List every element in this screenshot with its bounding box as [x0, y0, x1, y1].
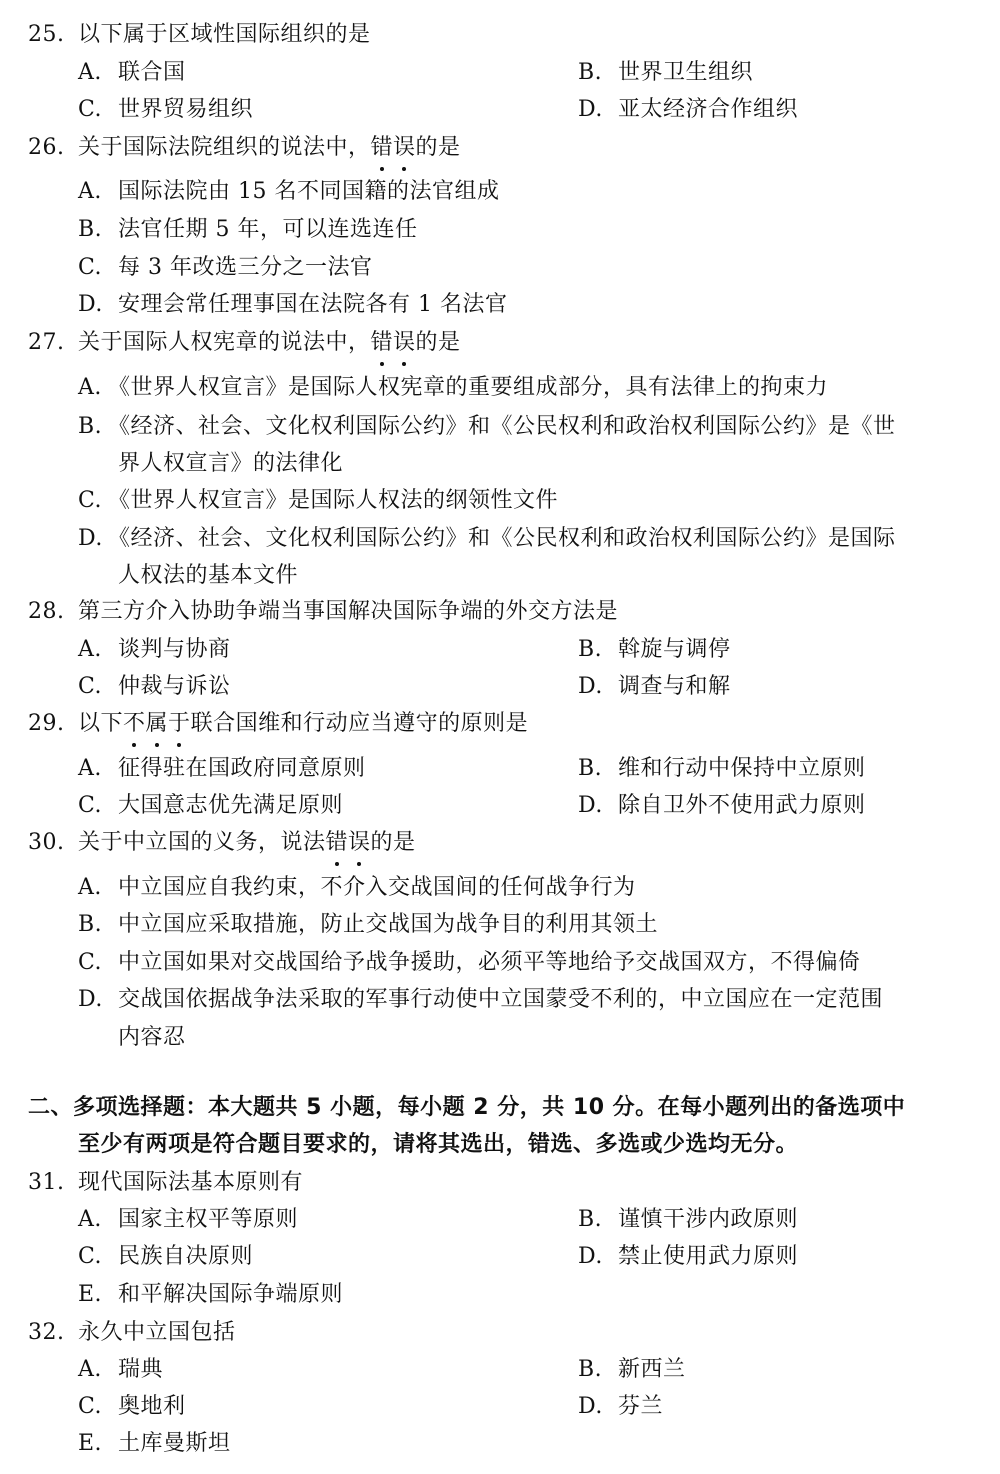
question-26-option-a: A. 国际法院由 15 名不同国籍的法官组成 — [78, 179, 500, 204]
question-25-stem — [28, 20, 371, 50]
question-31-stem: 31. 现代国际法基本原则有 — [28, 1170, 304, 1195]
question-27-option-b-continued: 界人权宣言》的法律化 — [118, 451, 344, 476]
question-27-option-a: A. 《世界人权宣言》是国际人权宪章的重要组成部分，具有法律上的拘束力 — [78, 375, 829, 400]
emphasis-mark: 错 — [371, 133, 394, 163]
question-30-option-c: C. 中立国如果对交战国给予战争援助，必须平等地给予交战国双方，不得偏倚 — [78, 950, 861, 975]
emphasis-mark: 不 — [123, 709, 146, 739]
question-text: 以下属于区域性国际组织的是 — [78, 22, 371, 47]
section-2-heading: 二、多项选择题：本大题共 5 小题，每小题 2 分，共 10 分。在每小题列出的备选项中 — [28, 1095, 906, 1120]
question-26-option-c: C. 每 3 年改选三分之一法官 — [78, 255, 373, 280]
question-30-option-b: B. 中立国应采取措施，防止交战国为战争目的利用其领土 — [78, 912, 659, 937]
question-29-option-a: A. 征得驻在国政府同意原则 — [78, 756, 366, 781]
question-31-option-d: D. 禁止使用武力原则 — [578, 1244, 799, 1269]
question-29-option-d: D. 除自卫外不使用武力原则 — [578, 793, 866, 818]
question-27-option-d: D. 《经济、社会、文化权利国际公约》和《公民权利和政治权利国际公约》是国际 — [78, 526, 896, 551]
emphasis-mark: 错 — [326, 828, 349, 858]
question-26-option-b: B. 法官任期 5 年，可以连选连任 — [78, 217, 418, 242]
emphasis-mark: 于 — [168, 709, 191, 739]
question-32-option-b: B. 新西兰 — [578, 1357, 686, 1382]
question-27-option-c: C. 《世界人权宣言》是国际人权法的纲领性文件 — [78, 488, 559, 513]
question-30-option-d: D. 交战国依据战争法采取的军事行动使中立国蒙受不利的，中立国应在一定范围 — [78, 987, 884, 1012]
question-29-option-b: B. 维和行动中保持中立原则 — [578, 756, 866, 781]
question-27-option-b: B. 《经济、社会、文化权利国际公约》和《公民权利和政治权利国际公约》是《世 — [78, 414, 896, 439]
question-31-option-b: B. 谨慎干涉内政原则 — [578, 1207, 799, 1232]
question-number: 25. — [28, 22, 65, 47]
question-28-option-d: D. 调查与和解 — [578, 674, 731, 699]
question-31-option-c: C. 民族自决原则 — [78, 1244, 254, 1269]
question-29-option-c: C. 大国意志优先满足原则 — [78, 793, 344, 818]
question-27-option-d-continued: 人权法的基本文件 — [118, 563, 299, 588]
question-31-option-e: E. 和平解决国际争端原则 — [78, 1282, 344, 1307]
question-28-option-c: C. 仲裁与诉讼 — [78, 674, 231, 699]
question-30-option-a: A. 中立国应自我约束，不介入交战国间的任何战争行为 — [78, 875, 636, 900]
question-29-stem: 29. 以下不属于联合国维和行动应当遵守的原则是 — [28, 709, 528, 739]
emphasis-mark: 误 — [393, 328, 416, 358]
emphasis-mark: 误 — [348, 828, 371, 858]
question-25-option-d: D. 亚太经济合作组织 — [578, 97, 799, 122]
question-32-option-a: A. 瑞典 — [78, 1357, 164, 1382]
question-31-option-a: A. 国家主权平等原则 — [78, 1207, 299, 1232]
question-30-option-d-continued: 内容忍 — [118, 1025, 186, 1050]
question-28-option-a: A. 谈判与协商 — [78, 637, 231, 662]
emphasis-mark: 错 — [371, 328, 394, 358]
question-25-option-b: B. 世界卫生组织 — [578, 60, 754, 85]
question-30-stem: 30. 关于中立国的义务，说法错误的是 — [28, 828, 416, 858]
question-32-option-e: E. 土库曼斯坦 — [78, 1431, 231, 1456]
section-2-heading-continued: 至少有两项是符合题目要求的，请将其选出，错选、多选或少选均无分。 — [78, 1132, 799, 1157]
question-26-stem: 26. 关于国际法院组织的说法中，错误的是 — [28, 133, 461, 163]
question-28-option-b: B. 斡旋与调停 — [578, 637, 731, 662]
question-27-stem: 27. 关于国际人权宪章的说法中，错误的是 — [28, 328, 461, 358]
question-28-stem: 28. 第三方介入协助争端当事国解决国际争端的外交方法是 — [28, 599, 619, 624]
question-25-option-c: C. 世界贸易组织 — [78, 97, 254, 122]
question-25-option-a: A. 联合国 — [78, 60, 186, 85]
emphasis-mark: 误 — [393, 133, 416, 163]
question-32-option-c: C. 奥地利 — [78, 1394, 186, 1419]
emphasis-mark: 属 — [146, 709, 169, 739]
question-32-option-d: D. 芬兰 — [578, 1394, 664, 1419]
question-26-option-d: D. 安理会常任理事国在法院各有 1 名法官 — [78, 292, 508, 317]
question-32-stem: 32. 永久中立国包括 — [28, 1320, 236, 1345]
